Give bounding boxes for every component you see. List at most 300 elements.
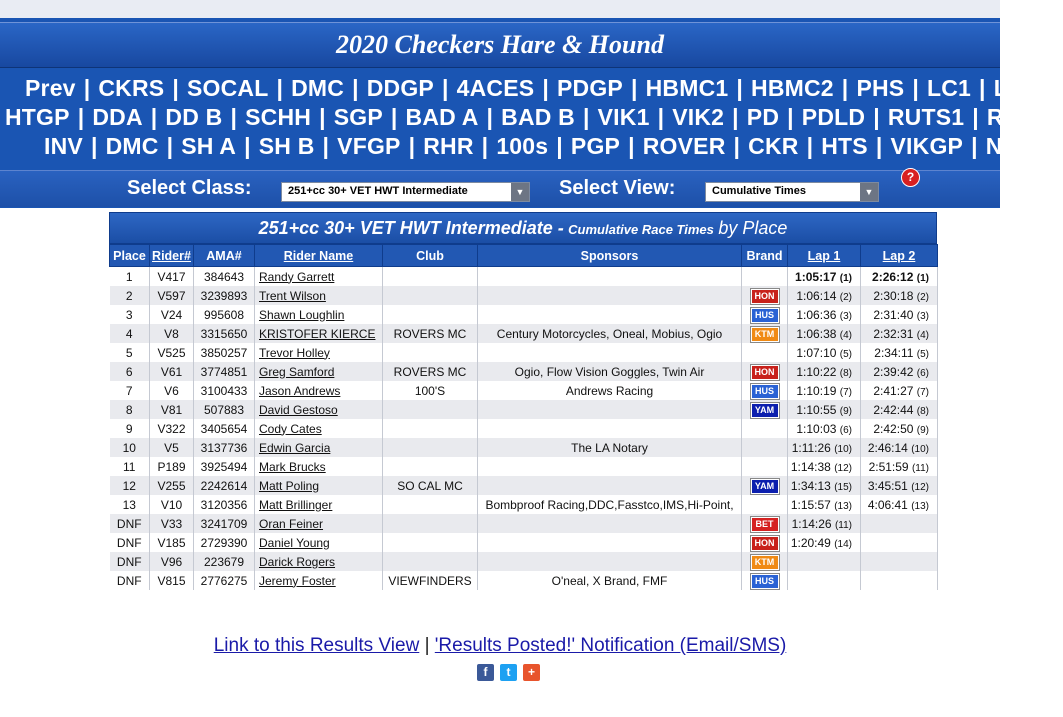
- nav-link-pd[interactable]: PD: [746, 104, 780, 130]
- lap-position: (13): [834, 500, 852, 512]
- cell-ama-number: 3120356: [194, 495, 255, 514]
- view-select[interactable]: [705, 182, 879, 202]
- nav-separator: |: [736, 75, 744, 101]
- cell-place: 1: [110, 267, 150, 287]
- cell-place: 2: [110, 286, 150, 305]
- nav-separator: |: [390, 104, 398, 130]
- cell-rider-name[interactable]: Randy Garrett: [255, 267, 383, 287]
- results-panel: [109, 212, 937, 590]
- lap-time: 1:34:13: [790, 478, 831, 493]
- cell-lap-2: [861, 514, 938, 533]
- nav-separator: |: [873, 104, 880, 130]
- table-header-row: [110, 245, 938, 267]
- cell-place: DNF: [110, 571, 150, 590]
- col-lap-2[interactable]: Lap 2: [861, 245, 938, 267]
- nav-separator: |: [628, 133, 635, 159]
- cell-ama-number: 2242614: [194, 476, 255, 495]
- nav-link-rover[interactable]: ROVER: [642, 133, 726, 159]
- nav-separator: |: [150, 104, 158, 130]
- cell-lap-1: [788, 476, 861, 495]
- col-brand: Brand: [742, 245, 788, 267]
- nav-link-hbmc2[interactable]: HBMC2: [751, 75, 834, 101]
- cell-lap-1: [788, 552, 861, 571]
- lap-time: 1:20:49: [790, 535, 831, 550]
- results-table: [109, 244, 938, 590]
- cell-lap-1: [788, 324, 861, 343]
- lap-time: 1:11:26: [791, 440, 831, 455]
- cell-club: [383, 267, 478, 287]
- nav-separator: |: [556, 133, 563, 159]
- cell-rider-name[interactable]: Daniel Young: [255, 533, 383, 552]
- cell-rider-number: V96: [150, 552, 194, 571]
- lap-position: (2): [916, 291, 929, 303]
- nav-separator: |: [657, 104, 665, 130]
- cell-place: 3: [110, 305, 150, 324]
- cell-rider-name[interactable]: Shawn Loughlin: [255, 305, 383, 324]
- lap-position: (6): [839, 424, 852, 436]
- nav-separator: |: [77, 104, 85, 130]
- cell-lap-2: [861, 362, 938, 381]
- lap-time: 1:05:17: [795, 269, 837, 284]
- select-class-label: Select Class:: [127, 177, 252, 199]
- table-row: [110, 419, 938, 438]
- lap-position: (2): [839, 291, 852, 303]
- cell-lap-1: [788, 419, 861, 438]
- nav-link-schh[interactable]: SCHH: [245, 104, 312, 130]
- nav-separator: |: [972, 104, 979, 130]
- nav-link-ckrs[interactable]: CKRS: [98, 75, 165, 101]
- cell-lap-2: [861, 305, 938, 324]
- cell-place: 6: [110, 362, 150, 381]
- lap-time: 1:14:26: [791, 516, 832, 531]
- lap-position: (6): [916, 367, 929, 379]
- brand-badge: BET: [751, 517, 779, 532]
- col-lap-1[interactable]: Lap 1: [788, 245, 861, 267]
- table-row: [110, 305, 938, 324]
- cell-rider-number: V815: [150, 571, 194, 590]
- cell-sponsors: [478, 400, 742, 419]
- cell-lap-1: [788, 533, 861, 552]
- lap-time: 2:30:18: [873, 288, 914, 303]
- cell-brand: [742, 552, 788, 571]
- lap-position: (4): [916, 329, 929, 341]
- nav-link-rhr[interactable]: RHR: [423, 133, 474, 159]
- lap-position: (15): [834, 481, 852, 493]
- lap-time: 1:15:57: [790, 497, 831, 512]
- nav-separator: |: [441, 75, 449, 101]
- cell-ama-number: 3405654: [194, 419, 255, 438]
- cell-lap-1: [788, 305, 861, 324]
- cell-lap-1: [788, 343, 861, 362]
- nav-separator: |: [630, 75, 638, 101]
- cell-lap-1: [788, 286, 861, 305]
- cell-place: 10: [110, 438, 150, 457]
- brand-badge: HON: [751, 365, 779, 380]
- brand-badge: HON: [751, 536, 779, 551]
- table-row: [110, 324, 938, 343]
- nav-separator: |: [276, 75, 284, 101]
- lap-position: (12): [911, 481, 929, 493]
- cell-lap-2: [861, 457, 938, 476]
- cell-rider-number: V525: [150, 343, 194, 362]
- col-sponsors: Sponsors: [478, 245, 742, 267]
- cell-ama-number: 223679: [194, 552, 255, 571]
- cell-lap-2: [861, 343, 938, 362]
- nav-row-3: [44, 133, 1036, 160]
- nav-link-prev[interactable]: Prev: [25, 75, 76, 101]
- cell-sponsors: [478, 305, 742, 324]
- chevron-down-icon: ▼: [860, 183, 878, 201]
- nav-link-ckr[interactable]: CKR: [748, 133, 799, 159]
- cell-rider-number: V81: [150, 400, 194, 419]
- cell-sponsors: [478, 457, 742, 476]
- results-view-title: Cumulative Race Times: [568, 222, 714, 237]
- cell-club: [383, 495, 478, 514]
- cell-ama-number: 3925494: [194, 457, 255, 476]
- nav-separator: |: [971, 133, 978, 159]
- lap-position: (3): [916, 310, 929, 322]
- nav-link-ruts2[interactable]: RUTS2: [986, 104, 1063, 130]
- lap-position: (9): [839, 405, 852, 417]
- cell-rider-name[interactable]: Oran Feiner: [255, 514, 383, 533]
- lap-position: (1): [916, 272, 929, 284]
- nav-link-vikgp[interactable]: VIKGP: [890, 133, 964, 159]
- cell-lap-1: [788, 457, 861, 476]
- cell-brand: [742, 267, 788, 287]
- cell-lap-2: [861, 400, 938, 419]
- cell-sponsors: [478, 286, 742, 305]
- brand-badge: HUS: [751, 308, 779, 323]
- nav-separator: |: [542, 75, 549, 101]
- lap-position: (10): [911, 443, 929, 455]
- cell-rider-number: P189: [150, 457, 194, 476]
- cell-rider-name[interactable]: Mark Brucks: [255, 457, 383, 476]
- cell-sponsors: Andrews Racing: [478, 381, 742, 400]
- page-title: 2020 Checkers Hare & Hound: [336, 30, 664, 59]
- col-rider-name[interactable]: Rider Name: [255, 245, 383, 267]
- cell-place: 11: [110, 457, 150, 476]
- nav-link-pgp[interactable]: PGP: [570, 133, 621, 159]
- cell-brand: [742, 571, 788, 590]
- lap-time: 2:51:59: [868, 459, 909, 474]
- cell-brand: [742, 286, 788, 305]
- brand-badge: HUS: [751, 384, 779, 399]
- results-by-place: by Place: [718, 218, 788, 238]
- cell-sponsors: Century Motorcycles, Oneal, Mobius, Ogio: [478, 324, 742, 343]
- cell-club: [383, 400, 478, 419]
- cell-brand: [742, 343, 788, 362]
- nav-separator: |: [481, 133, 489, 159]
- cell-brand: [742, 362, 788, 381]
- brand-badge: KTM: [751, 555, 779, 570]
- lap-time: 4:06:41: [867, 497, 908, 512]
- cell-rider-number: V33: [150, 514, 194, 533]
- cell-rider-number: V417: [150, 267, 194, 287]
- brand-badge: YAM: [751, 479, 779, 494]
- nav-link-ruts1[interactable]: RUTS1: [887, 104, 965, 130]
- nav-link-sgp[interactable]: SGP: [333, 104, 383, 130]
- nav-link-dmc[interactable]: DMC: [291, 75, 345, 101]
- cell-ama-number: 3850257: [194, 343, 255, 362]
- cell-place: 4: [110, 324, 150, 343]
- nav-link-lc2[interactable]: LC2: [993, 75, 1038, 101]
- nav-separator: |: [408, 133, 416, 159]
- cell-lap-1: [788, 495, 861, 514]
- nav-separator: |: [322, 133, 330, 159]
- page-header: [0, 18, 1063, 208]
- lap-time: 2:39:42: [873, 364, 914, 379]
- cell-ama-number: 3100433: [194, 381, 255, 400]
- cell-lap-1: [788, 381, 861, 400]
- cell-lap-2: [861, 324, 938, 343]
- cell-sponsors: [478, 514, 742, 533]
- nav-separator: |: [244, 133, 251, 159]
- table-row: [110, 571, 938, 590]
- brand-badge: HON: [751, 289, 779, 304]
- cell-ama-number: 3137736: [194, 438, 255, 457]
- cell-rider-number: V24: [150, 305, 194, 324]
- cell-club: ROVERS MC: [383, 324, 478, 343]
- table-row: [110, 381, 938, 400]
- twitter-icon[interactable]: t: [500, 664, 517, 681]
- cell-place: 8: [110, 400, 150, 419]
- nav-separator: |: [230, 104, 238, 130]
- cell-place: DNF: [110, 514, 150, 533]
- nav-link-ddgp[interactable]: DDGP: [366, 75, 434, 101]
- cell-lap-2: [861, 533, 938, 552]
- table-row: [110, 286, 938, 305]
- cell-rider-number: V5: [150, 438, 194, 457]
- nav-separator: |: [166, 133, 174, 159]
- cell-club: [383, 457, 478, 476]
- nav-link-htgp[interactable]: HTGP: [5, 104, 70, 130]
- cell-rider-name[interactable]: Matt Poling: [255, 476, 383, 495]
- nav-link-dd-b[interactable]: DD B: [165, 104, 223, 130]
- lap-time: 3:45:51: [867, 478, 908, 493]
- cell-club: [383, 533, 478, 552]
- cell-club: [383, 514, 478, 533]
- cell-brand: [742, 305, 788, 324]
- lap-time: 1:07:10: [796, 345, 837, 360]
- cell-lap-2: [861, 381, 938, 400]
- cell-place: 7: [110, 381, 150, 400]
- nav-link-100s[interactable]: 100s: [496, 133, 549, 159]
- cell-club: VIEWFINDERS: [383, 571, 478, 590]
- results-class-title: 251+cc 30+ VET HWT Intermediate -: [258, 218, 564, 238]
- cell-rider-number: V255: [150, 476, 194, 495]
- cell-lap-2: [861, 552, 938, 571]
- col-ama-number: AMA#: [194, 245, 255, 267]
- nav-link-hts[interactable]: HTS: [821, 133, 868, 159]
- cell-place: 12: [110, 476, 150, 495]
- facebook-icon[interactable]: f: [477, 664, 494, 681]
- cell-club: SO CAL MC: [383, 476, 478, 495]
- cell-rider-name[interactable]: Jason Andrews: [255, 381, 383, 400]
- lap-position: (5): [839, 348, 852, 360]
- nav-separator: |: [787, 104, 794, 130]
- nav-link-pdld[interactable]: PDLD: [801, 104, 866, 130]
- select-view-label: Select View:: [559, 177, 676, 199]
- cell-club: [383, 286, 478, 305]
- nav-link-sh-a[interactable]: SH A: [181, 133, 237, 159]
- cell-ama-number: 3239893: [194, 286, 255, 305]
- table-row: [110, 343, 938, 362]
- lap-position: (10): [834, 443, 852, 455]
- cell-rider-name[interactable]: Greg Samford: [255, 362, 383, 381]
- lap-time: 2:42:44: [873, 402, 914, 417]
- table-row: [110, 476, 938, 495]
- cell-rider-name[interactable]: Darick Rogers: [255, 552, 383, 571]
- nav-link-sh-b[interactable]: SH B: [258, 133, 315, 159]
- cell-ama-number: 3241709: [194, 514, 255, 533]
- cell-rider-name[interactable]: KRISTOFER KIERCE: [255, 324, 383, 343]
- lap-position: (8): [839, 367, 852, 379]
- nav-separator: |: [319, 104, 326, 130]
- nav-link-vik1[interactable]: VIK1: [597, 104, 650, 130]
- lap-position: (11): [911, 462, 929, 474]
- cell-lap-1: [788, 362, 861, 381]
- cell-lap-2: [861, 286, 938, 305]
- lap-time: 2:46:14: [867, 440, 908, 455]
- nav-separator: |: [841, 75, 849, 101]
- brand-badge: HUS: [751, 574, 779, 589]
- cell-sponsors: [478, 419, 742, 438]
- cell-club: 100'S: [383, 381, 478, 400]
- cell-lap-1: [788, 571, 861, 590]
- nav-separator: |: [806, 133, 814, 159]
- class-select[interactable]: [281, 182, 530, 202]
- cell-place: DNF: [110, 552, 150, 571]
- cell-lap-2: [861, 571, 938, 590]
- nav-link-bad-a[interactable]: BAD A: [405, 104, 479, 130]
- cell-brand: [742, 533, 788, 552]
- nav-link-4aces[interactable]: 4ACES: [456, 75, 535, 101]
- cell-ama-number: 2776275: [194, 571, 255, 590]
- cell-ama-number: 3774851: [194, 362, 255, 381]
- nav-link-dda[interactable]: DDA: [92, 104, 143, 130]
- cell-place: 5: [110, 343, 150, 362]
- lap-position: (14): [834, 538, 852, 550]
- nav-link-lc1[interactable]: LC1: [926, 75, 972, 101]
- lap-time: 2:34:11: [874, 345, 914, 360]
- lap-time: 2:32:31: [873, 326, 914, 341]
- cell-lap-1: [788, 514, 861, 533]
- cell-sponsors: Ogio, Flow Vision Goggles, Twin Air: [478, 362, 742, 381]
- nav-link-hbmc1[interactable]: HBMC1: [645, 75, 729, 101]
- lap-time: 2:42:50: [873, 421, 914, 436]
- cell-rider-name[interactable]: Jeremy Foster: [255, 571, 383, 590]
- cell-brand: [742, 419, 788, 438]
- cell-rider-name[interactable]: Matt Brillinger: [255, 495, 383, 514]
- browser-top-strip: [0, 0, 1000, 18]
- cell-lap-2: [861, 419, 938, 438]
- cell-sponsors: [478, 476, 742, 495]
- nav-link-dmc[interactable]: DMC: [105, 133, 159, 159]
- brand-badge: KTM: [751, 327, 779, 342]
- cell-lap-2: [861, 438, 938, 457]
- nav-link-socal[interactable]: SOCAL: [186, 75, 269, 101]
- nav-link-pdgp[interactable]: PDGP: [556, 75, 623, 101]
- cell-rider-name[interactable]: David Gestoso: [255, 400, 383, 419]
- lap-position: (7): [839, 386, 852, 398]
- cell-lap-1: [788, 400, 861, 419]
- lap-time: 1:10:03: [796, 421, 837, 436]
- lap-time: 2:41:27: [873, 383, 914, 398]
- help-icon[interactable]: ?: [901, 168, 920, 187]
- cell-ama-number: 384643: [194, 267, 255, 287]
- nav-link-vfgp[interactable]: VFGP: [337, 133, 401, 159]
- nav-link-bad-b[interactable]: BAD B: [501, 104, 575, 130]
- footer-separator: |: [424, 635, 430, 656]
- results-title: [109, 212, 937, 244]
- nav-separator: |: [172, 75, 179, 101]
- nav-separator: |: [979, 75, 986, 101]
- lap-time: 1:14:38: [790, 459, 831, 474]
- nav-link-inv[interactable]: INV: [44, 133, 83, 159]
- cell-rider-name[interactable]: Cody Cates: [255, 419, 383, 438]
- cell-brand: [742, 495, 788, 514]
- nav-separator: |: [83, 75, 91, 101]
- title-bar: [0, 22, 1000, 68]
- lap-time: 1:06:36: [796, 307, 837, 322]
- cell-brand: [742, 514, 788, 533]
- cell-sponsors: [478, 267, 742, 287]
- cell-rider-name[interactable]: Edwin Garcia: [255, 438, 383, 457]
- nav-separator: |: [875, 133, 883, 159]
- lap-time: 1:06:38: [796, 326, 837, 341]
- brand-badge: YAM: [751, 403, 779, 418]
- nav-separator: |: [732, 104, 739, 130]
- cell-place: 13: [110, 495, 150, 514]
- nav-separator: |: [583, 104, 590, 130]
- nav-row-2: [5, 104, 1063, 131]
- cell-brand: [742, 438, 788, 457]
- cell-ama-number: 3315650: [194, 324, 255, 343]
- table-row: [110, 362, 938, 381]
- link-results-view[interactable]: Link to this Results View: [213, 635, 420, 656]
- cell-rider-number: V185: [150, 533, 194, 552]
- lap-position: (11): [834, 519, 852, 531]
- cell-brand: [742, 381, 788, 400]
- link-results-notification[interactable]: 'Results Posted!' Notification (Email/SMS): [434, 635, 787, 656]
- lap-time: 2:31:40: [873, 307, 914, 322]
- table-row: [110, 267, 938, 287]
- cell-sponsors: [478, 533, 742, 552]
- lap-position: (13): [911, 500, 929, 512]
- lap-position: (1): [839, 272, 852, 284]
- nav-link-vik2[interactable]: VIK2: [672, 104, 725, 130]
- cell-club: ROVERS MC: [383, 362, 478, 381]
- cell-rider-number: V6: [150, 381, 194, 400]
- nav-link-phs[interactable]: PHS: [856, 75, 905, 101]
- cell-rider-name[interactable]: Trevor Holley: [255, 343, 383, 362]
- nav-separator: |: [733, 133, 741, 159]
- cell-sponsors: Bombproof Racing,DDC,Fasstco,IMS,Hi-Point,: [478, 495, 742, 514]
- col-rider-number[interactable]: Rider#: [150, 245, 194, 267]
- cell-lap-2: [861, 495, 938, 514]
- table-row: [110, 514, 938, 533]
- lap-time: 1:10:19: [796, 383, 837, 398]
- cell-lap-2: [861, 267, 938, 287]
- view-select-value: Cumulative Times: [712, 185, 806, 197]
- cell-sponsors: [478, 552, 742, 571]
- table-row: [110, 495, 938, 514]
- nav-separator: |: [912, 75, 919, 101]
- share-plus-icon[interactable]: +: [523, 664, 540, 681]
- cell-rider-name[interactable]: Trent Wilson: [255, 286, 383, 305]
- nav-link-next[interactable]: Next: [985, 133, 1037, 159]
- table-row: [110, 533, 938, 552]
